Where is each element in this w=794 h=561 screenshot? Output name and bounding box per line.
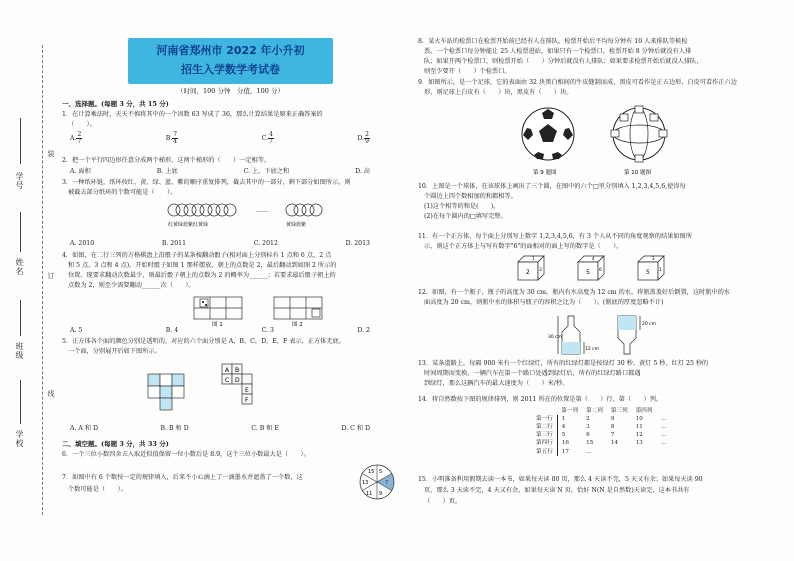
row-label: 第三行 — [536, 432, 553, 439]
class-line — [20, 300, 21, 336]
q3-text: 3．一种纸环链，纸环按红、黄、绿、蓝、紫的顺序重复排列，截去其中的一部分，剩下部分如图所示，则 — [62, 179, 351, 186]
table-cell: 9 — [610, 416, 615, 423]
table-cell: 8 — [610, 424, 615, 431]
q8-line-1: 8．某火车站的检票口在检票开始前已经有人在排队，检票开始后平均每分钟有 10 人来排队等候检 — [418, 38, 688, 45]
cube3-top: 3 — [652, 256, 655, 261]
table-row — [532, 439, 670, 447]
table-cell — [607, 448, 632, 456]
table-cell: 10 — [635, 416, 643, 423]
q9-line-2: 形，则足球上白皮有（ ）块，黑皮有（ ）块。 — [424, 89, 573, 96]
table-cell: 1 — [557, 415, 582, 423]
q2-option-c: C. 上、下底之和 — [243, 168, 290, 175]
school-label: 学校 — [15, 430, 24, 448]
q10-part-2: (2)在每个圆内的□填写完整。 — [424, 213, 507, 220]
exam-subtitle: （时间，100 分钟 分值，100 分） — [177, 87, 284, 95]
table-cell: 13 — [635, 440, 643, 447]
soccer-ball-figure — [518, 104, 578, 178]
q15-line-1: 15．小明准备利用假期去读一本书，如果每天读 80 页，那么 4 天读不完，5 天又有余；如果每天读 90 — [418, 476, 703, 483]
table-header: 第四列 — [635, 408, 653, 414]
q7-line-1: 7．如图中有 6 个数按一定的规律填入，后来不小心滴上了一滴墨水并遮盖了一个数，这 — [62, 474, 303, 481]
q5-option-c: C. B 和 E — [251, 425, 279, 432]
table-header: 第一列 — [561, 408, 579, 414]
table-cell: 4 — [557, 423, 582, 431]
q5-option-b: B. B 和 D — [160, 425, 189, 432]
table-cell — [656, 448, 670, 456]
q8-line-4: 则至少要开（ ）个检票口。 — [424, 68, 511, 75]
q2-option-d: D. 高 — [355, 168, 370, 175]
q6-text: 6．一个三位小数四舍五入取近似值保留一位小数后是 8.9，这个三位小数最大是（ ）。 — [62, 451, 310, 458]
name-line — [20, 212, 21, 252]
q4-option-d: D. 2 — [357, 327, 370, 334]
net-letter-d: D — [235, 377, 240, 384]
q11-line-2: 示，则这个正方体上与写有数字"6"的面相对的面上写的数字是（ ）。 — [424, 243, 623, 250]
table-header — [532, 407, 557, 415]
q2-option-a: A. 面积 — [70, 168, 91, 175]
table-cell: … — [660, 432, 667, 439]
cube1-side: 3 — [539, 268, 542, 273]
seal-mark-1: 装 — [47, 150, 55, 157]
q1-blank: （ ）。 — [68, 121, 96, 128]
q5-line-2: 一个面，分别展开后如下图所示。 — [68, 348, 161, 355]
water-height-label: 12 cm — [585, 347, 600, 352]
q15-line-3: （ ）页。 — [424, 498, 462, 505]
q12-line-2: 面高度为 20 cm，则瓶中水的体积与瓶子的容积之比为（ ）。(瓶底的厚度忽略不计) — [424, 299, 664, 306]
bottle-figure — [548, 312, 668, 358]
paper-ring-chain-figure — [162, 200, 352, 236]
cube2-top: 4 — [592, 256, 595, 261]
dice-fig-2-caption: 图 2 — [292, 322, 303, 328]
title-line-2: 招生入学数学考试卷 — [181, 63, 280, 76]
q5-line-1: 5．正方体各个面的颜色分别是透明的，对应的六个面分别是 A，B，C，D，E，F 表示，正方体无底， — [62, 338, 345, 345]
section2-title: 二、填空题。(每题 3 分，共 33 分) — [62, 440, 169, 448]
q1-text: 1．在计算乘法时，天天不慎将其中的一个因数 63 写成了 36，那么计算结果是原来正确答案的 — [62, 111, 323, 118]
net-letter-f: F — [245, 397, 249, 404]
q13-line-1: 13．某条道路上，每隔 900 米有一个红绿灯，所有的红绿灯都是按绿灯 30 秒、黄灯 5 秒、红灯 25 秒的 — [418, 360, 709, 367]
q15-line-2: 页，那么 3 天读不完，4 天又有余，如果每天读 N 页，恰好 N(N 是自然数)天读完，这本书共有 — [424, 487, 690, 494]
q10-part-1: (1)这个相等的和是( )。 — [424, 203, 500, 210]
binding-dashed-line — [42, 45, 43, 515]
q7-line-2: 个数可能是（ ）。 — [68, 486, 127, 493]
table-cell: 5 — [557, 431, 582, 439]
seal-mark-2: 订 — [47, 272, 55, 279]
wheel-number-6: 15 — [368, 469, 375, 475]
school-line — [20, 380, 21, 424]
title-line-1: 河南省郑州市 2022 年小升初 — [156, 44, 305, 57]
row-label: 第五行 — [536, 448, 553, 455]
q2-option-b: B. 上底 — [156, 168, 178, 175]
cube2-front: 5 — [586, 269, 590, 276]
row-label: 第二行 — [536, 424, 553, 431]
cube-views-figure — [508, 254, 688, 284]
q1-option-d: D. $\frac{2}{9}$ — [357, 131, 369, 145]
q3-options — [70, 240, 370, 249]
table-cell: 6 — [586, 432, 590, 439]
row-label: 第一行 — [536, 416, 553, 423]
q4-option-a: A. 5 — [70, 327, 83, 334]
table-header: 第二列 — [586, 408, 603, 414]
table-cell: 12 — [635, 432, 643, 439]
row-label: 第四行 — [536, 440, 553, 447]
q3-option-a: A. 2010 — [70, 240, 95, 247]
q4-line-1: 4．如图，在二行三列的方格棋盘上沿骰子的某条棱翻动骰子(相对面上分别标有 1 点和 6 点，2 点 — [62, 252, 332, 259]
q8-line-2: 票，一个检票口每分钟能让 25 人检票进站，如果只有一个检票口，检票开始 8 分钟后就没有人排 — [424, 48, 692, 55]
q11-line-1: 11．有一个正方体，每个面上分别写上数字 1,2,3,4,5,6，有 3 个人从不同的角度观察的结果如图所 — [418, 233, 692, 240]
q3-blank: 被截去部分纸环的个数可能是（ ）。 — [68, 189, 177, 196]
cube1-top: 1 — [532, 256, 535, 261]
q2-text: 2．把一个平行四边形任意分成两个梯形，这两个梯形的（ ）一定相等。 — [62, 157, 271, 164]
table-cell: … — [660, 424, 667, 431]
inverted-water-label: 20 cm — [642, 322, 657, 327]
q9-line-1: 9．如图所示，是一个足球，它的表面由 32 块黑白相间的牛皮缝制而成，黑皮可看作是正五边形，白皮可看作正六边 — [418, 79, 737, 86]
dice-fig-1-caption: 图 1 — [212, 322, 223, 328]
q4-options — [70, 327, 370, 336]
cube2-side: 6 — [599, 268, 602, 273]
q10-line-2: 个圆边上四个数相加的和都相等。 — [424, 193, 517, 200]
table-cell: 17 — [557, 448, 582, 456]
net-letter-c: C — [225, 377, 230, 384]
q10-line-1: 10．上图是一个球体，在该球体上画出了三个圆，在图中的六个□里分别填入 1,2,3,4,5,6,使得每 — [418, 183, 686, 190]
table-cell: … — [660, 416, 667, 423]
seal-mark-3: 线 — [47, 390, 55, 397]
fig9-caption: 第 9 题图 — [533, 170, 557, 176]
q13-line-3: 到绿灯，那么这辆汽车的最大速度为（ ）米/秒。 — [424, 380, 569, 387]
ring-chain-caption-left: 红黄绿蓝紫红黄绿 — [168, 222, 209, 228]
binding-strip — [0, 0, 60, 561]
table-cell — [632, 448, 657, 456]
q13-line-2: 时间周期而变换，一辆汽车在第一个路口处遇到绿灯后，所有的红绿灯路口都遇 — [424, 370, 641, 377]
table-cell: 2 — [586, 416, 590, 423]
table-cell: … — [586, 448, 592, 455]
net-letter-a: A — [225, 367, 230, 374]
q5-option-a: A. A 和 D — [70, 425, 98, 432]
student-no-line — [20, 118, 21, 164]
table-row — [532, 423, 670, 431]
q1-options — [70, 132, 370, 145]
q3-option-c: C. 2012 — [253, 240, 278, 247]
q5-options — [70, 425, 370, 434]
q4-line-3: 位置。现要求翻动次数最少，则最后骰子朝上的点数为 2 的概率为______；若要求最后骰子朝上的 — [68, 272, 336, 279]
q5-option-d: D. C 和 D — [341, 425, 370, 432]
table-row — [532, 415, 670, 423]
table-cell: 7 — [610, 432, 615, 439]
title-banner — [128, 38, 333, 84]
bottle-height-label: 30 cm — [548, 335, 563, 340]
class-label: 班级 — [15, 342, 24, 360]
q1-option-c: C. $\frac{4}{7}$ — [261, 131, 273, 145]
q4-option-b: B. 4 — [165, 327, 179, 334]
q12-line-1: 12．如图，有一个瓶子，瓶子的高度为 30 cm，瓶内有水高度为 12 cm 的水，将瓶盖盖好后倒置，这时瓶中的水 — [418, 289, 730, 296]
q4-line-2: 和 5 点，3 点和 4 点)，开始时骰子如图 1 那样摆放，朝上的点数是 2，最后翻动到如图 2 所示的 — [68, 262, 337, 269]
cube3-side: 1 — [659, 268, 662, 273]
cube-net-figure — [142, 360, 342, 420]
ring-chain-caption-right: 黄绿蓝紫 — [286, 222, 307, 228]
wheel-number-5: 13 — [362, 480, 369, 486]
table-cell: 16 — [557, 439, 582, 447]
cube1-front: 2 — [526, 269, 530, 276]
table-header-row — [532, 407, 670, 415]
table-cell: 14 — [610, 440, 619, 447]
student-no-label: 学号 — [15, 172, 24, 190]
q3-option-b: B. 2011 — [161, 240, 187, 247]
q3-option-d: D. 2013 — [345, 240, 370, 247]
dice-board-figure — [182, 293, 342, 329]
q1-option-a: A. $\frac{2}{7}$ — [70, 131, 82, 145]
q8-line-3: 队；如果开两个检票口，则检票开始（ ）分钟后就没有人排队；如果要求检票开始后就没人排队， — [424, 58, 703, 65]
table-row — [532, 448, 670, 456]
net-letter-e: E — [245, 387, 249, 394]
q4-option-c: C. 3 — [261, 327, 274, 334]
q2-options — [70, 168, 370, 177]
wheel-number-3: 9 — [379, 491, 383, 497]
q1-option-b: B. $\frac{7}{4}$ — [165, 131, 178, 145]
three-circle-sphere-figure — [604, 104, 674, 178]
wheel-number-4: 11 — [366, 491, 373, 497]
table-header: 第三列 — [610, 408, 628, 414]
table-cell: 3 — [586, 424, 590, 431]
fig10-caption: 第 10 题图 — [624, 170, 651, 176]
table-cell: 11 — [635, 424, 643, 431]
name-label: 姓名 — [15, 258, 24, 276]
section1-title: 一、选择题。(每题 3 分，共 15 分) — [62, 100, 169, 108]
table-cell: … — [660, 440, 667, 447]
q4-line-4: 点数为 2，则至少需要翻动______次（ ）。 — [68, 282, 195, 289]
natural-number-table — [532, 407, 670, 456]
cube3-front: 5 — [646, 269, 650, 276]
q14-text: 14．将自然数按下图的规律排列，则 2011 所在的位置是第（ ）行、第（ ）列。 — [418, 396, 663, 403]
number-wheel-figure — [357, 462, 397, 502]
wheel-number-1: 5 — [379, 469, 383, 475]
net-letter-b: B — [235, 367, 240, 374]
table-cell: 15 — [586, 440, 594, 447]
table-header — [656, 407, 670, 415]
table-row — [532, 431, 670, 439]
ring-chain-ellipsis: …… — [256, 207, 268, 214]
